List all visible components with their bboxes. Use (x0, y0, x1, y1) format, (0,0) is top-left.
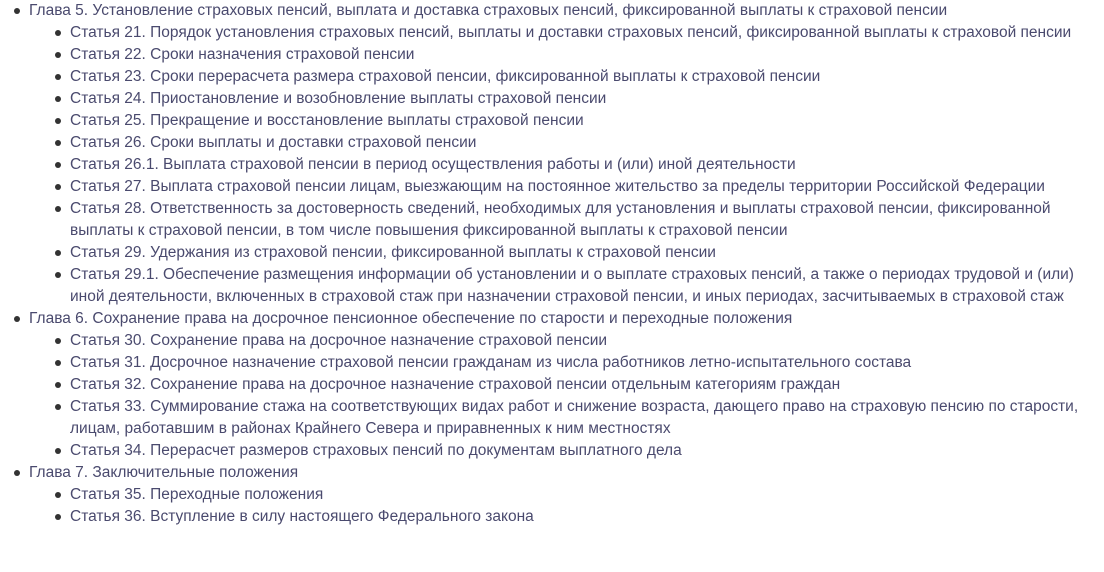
article-link[interactable]: Статья 24. Приостановление и возобновление выплаты страховой пенсии (70, 90, 607, 107)
article-item (70, 506, 1104, 528)
article-item (70, 374, 1104, 396)
article-link[interactable]: Статья 27. Выплата страховой пенсии лицам, выезжающим на постоянное жительство за пределы территории Российской Федерации (70, 178, 1045, 195)
article-link[interactable]: Статья 21. Порядок установления страховых пенсий, выплаты и доставки страховых пенсий, фиксированной выплаты к страховой пенсии (70, 24, 1072, 41)
article-item (70, 484, 1104, 506)
article-link[interactable]: Статья 35. Переходные положения (70, 486, 324, 503)
article-item (70, 242, 1104, 264)
article-item (70, 264, 1104, 308)
article-item (70, 132, 1104, 154)
article-link[interactable]: Статья 26.1. Выплата страховой пенсии в период осуществления работы и (или) иной деятельности (70, 156, 796, 173)
article-link[interactable]: Статья 29. Удержания из страховой пенсии, фиксированной выплаты к страховой пенсии (70, 244, 716, 261)
article-item (70, 66, 1104, 88)
article-item (70, 330, 1104, 352)
article-link[interactable]: Статья 28. Ответственность за достоверность сведений, необходимых для установления и выплаты страховой пенсии, фиксированной выплаты к страховой пенсии, в том числе повышения фиксированной выплаты к страховой пенсии (70, 200, 1051, 239)
chapter-item (29, 308, 1104, 462)
article-link[interactable]: Статья 33. Суммирование стажа на соответствующих видах работ и снижение возраста, дающего право на страховую пенсию по старости, лицам, работавшим в районах Крайнего Севера и приравненных к ним местностях (70, 398, 1079, 437)
chapter-link[interactable]: Глава 6. Сохранение права на досрочное пенсионное обеспечение по старости и переходные положения (29, 310, 793, 327)
article-link[interactable]: Статья 31. Досрочное назначение страховой пенсии гражданам из числа работников летно-испытательного состава (70, 354, 912, 371)
article-link[interactable]: Статья 34. Перерасчет размеров страховых пенсий по документам выплатного дела (70, 442, 682, 459)
article-item (70, 154, 1104, 176)
article-link[interactable]: Статья 25. Прекращение и восстановление выплаты страховой пенсии (70, 112, 584, 129)
article-item (70, 440, 1104, 462)
article-list (29, 330, 1104, 462)
article-link[interactable]: Статья 26. Сроки выплаты и доставки страховой пенсии (70, 134, 477, 151)
article-item (70, 88, 1104, 110)
article-item (70, 198, 1104, 242)
article-link[interactable]: Статья 23. Сроки перерасчета размера страховой пенсии, фиксированной выплаты к страховой пенсии (70, 68, 821, 85)
article-item (70, 396, 1104, 440)
article-link[interactable]: Статья 29.1. Обеспечение размещения информации об установлении и о выплате страховых пенсий, а также о периодах трудовой и (или) иной деятельности, включенных в страховой стаж при назначении страховой пенсии, и иных периодах, засчитываемых в страховой стаж (70, 266, 1074, 305)
article-item (70, 352, 1104, 374)
chapter-link[interactable]: Глава 7. Заключительные положения (29, 464, 299, 481)
article-list (29, 22, 1104, 308)
article-link[interactable]: Статья 30. Сохранение права на досрочное назначение страховой пенсии (70, 332, 608, 349)
article-item (70, 176, 1104, 198)
article-item (70, 44, 1104, 66)
chapter-item (29, 0, 1104, 308)
article-link[interactable]: Статья 36. Вступление в силу настоящего Федерального закона (70, 508, 534, 525)
article-link[interactable]: Статья 32. Сохранение права на досрочное назначение страховой пенсии отдельным категориям граждан (70, 376, 841, 393)
article-item (70, 22, 1104, 44)
chapter-link[interactable]: Глава 5. Установление страховых пенсий, выплата и доставка страховых пенсий, фиксированной выплаты к страховой пенсии (29, 2, 948, 19)
article-link[interactable]: Статья 22. Сроки назначения страховой пенсии (70, 46, 415, 63)
article-item (70, 110, 1104, 132)
chapter-item (29, 462, 1104, 528)
article-list (29, 484, 1104, 528)
